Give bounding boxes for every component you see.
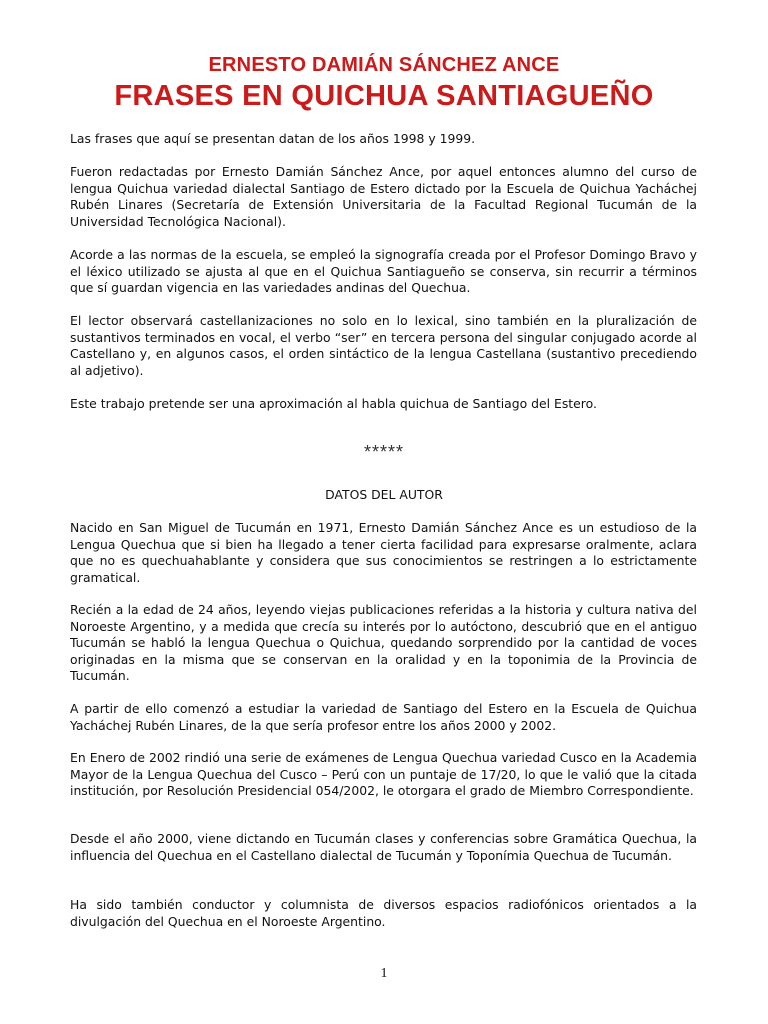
intro-paragraph-norms: Acorde a las normas de la escuela, se empleó la signografía creada por el Profesor Domingo Bravo y el léxico utilizado se ajusta al que en el Quichua Santiagueño se conserva, sin recurrir a términos que sí guardan vigencia en las variedades andinas del Quechua. <box>70 247 697 295</box>
author-paragraph-teaching: Desde el año 2000, viene dictando en Tucumán clases y conferencias sobre Gramática Quechua, la influencia del Quechua en el Castellano dialectal de Tucumán y Toponímia Quechua de Tucumán. <box>70 831 697 863</box>
author-paragraph-studies: A partir de ello comenzó a estudiar la variedad de Santiago del Estero en la Escuela de Quichua Yacháchej Rubén Linares, de la que sería profesor entre los años 2000 y 2002. <box>70 701 697 733</box>
intro-paragraph-dates: Las frases que aquí se presentan datan de los años 1998 y 1999. <box>70 131 476 146</box>
author-paragraph-birth: Nacido en San Miguel de Tucumán en 1971, Ernesto Damián Sánchez Ance es un estudioso de la Lengua Quechua que si bien ha llegado a tener cierta facilidad para expresarse oralmente, aclara que no es quechuahablante y considera que sus conocimientos se restringen a lo estrictamente gramatical. <box>70 520 697 585</box>
section-separator: ***** <box>363 442 405 462</box>
page-number: 1 <box>380 966 388 981</box>
author-section-heading: DATOS DEL AUTOR <box>325 487 443 502</box>
intro-paragraph-purpose: Este trabajo pretende ser una aproximación al habla quichua de Santiago del Estero. <box>70 396 597 411</box>
author-paragraph-radio: Ha sido también conductor y columnista de diversos espacios radiofónicos orientados a la divulgación del Quechua en el Noroeste Argentino. <box>70 897 697 929</box>
author-paragraph-discovery: Recién a la edad de 24 años, leyendo viejas publicaciones referidas a la historia y cultura nativa del Noroeste Argentino, y a medida que crecía su interés por lo autóctono, descubrió que en el antiguo Tucumán se habló la lengua Quechua o Quichua, quedando sorprendido por la cantidad de voces originadas en la misma que se conservan en la oralidad y en la toponimia de la Provincia de Tucumán. <box>70 602 697 683</box>
author-paragraph-cusco: En Enero de 2002 rindió una serie de exámenes de Lengua Quechua variedad Cusco en la Academia Mayor de la Lengua Quechua del Cusco – Perú con un puntaje de 17/20, lo que le valió que la citada institución, por Resolución Presidencial 054/2002, le otorgara el grado de Miembro Correspondiente. <box>70 750 697 798</box>
intro-paragraph-authorship: Fueron redactadas por Ernesto Damián Sánchez Ance, por aquel entonces alumno del curso de lengua Quichua variedad dialectal Santiago de Estero dictado por la Escuela de Quichua Yacháchej Rubén Linares (Secretaría de Extensión Universitaria de la Facultad Regional Tucumán de la Universidad Tecnológica Nacional). <box>70 164 697 229</box>
document-title: FRASES EN QUICHUA SANTIAGUEÑO <box>114 80 654 112</box>
author-name: ERNESTO DAMIÁN SÁNCHEZ ANCE <box>208 54 560 76</box>
intro-paragraph-castellanizations: El lector observará castellanizaciones no solo en lo lexical, sino también en la pluralización de sustantivos terminados en vocal, el verbo “ser” en tercera persona del singular conjugado acorde al Castellano y, en algunos casos, el orden sintáctico de la lengua Castellana (sustantivo precediendo al adjetivo). <box>70 313 697 378</box>
